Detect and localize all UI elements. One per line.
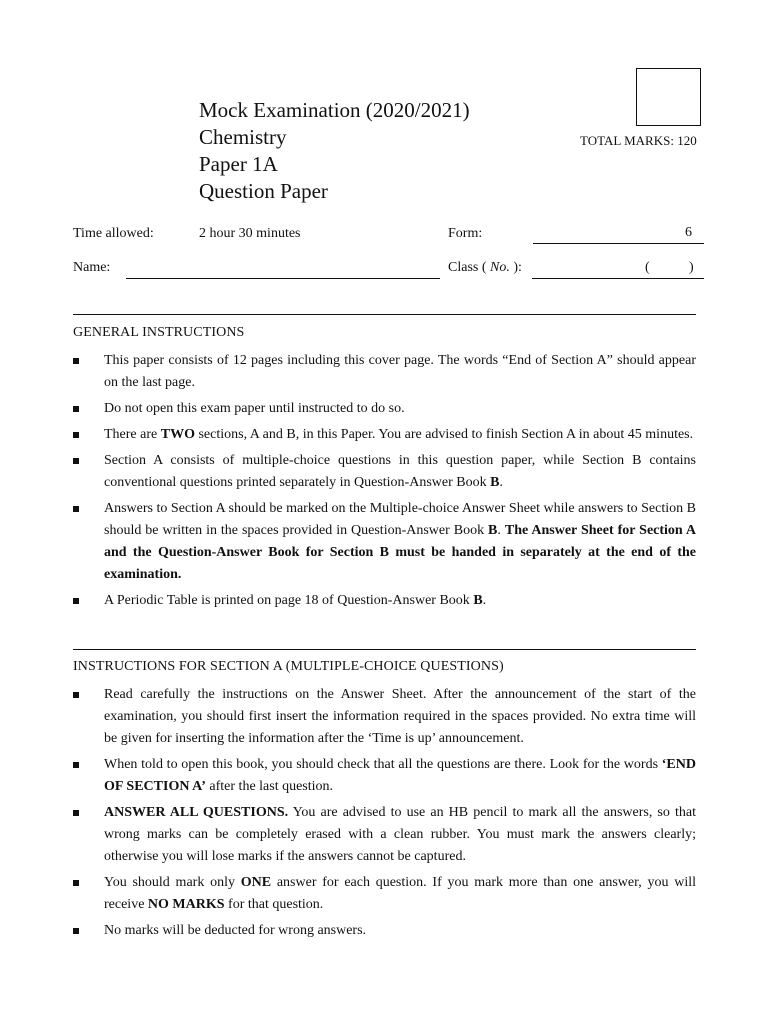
time-allowed-label: Time allowed: bbox=[73, 226, 154, 241]
instruction-item: You should mark only ONE answer for each question. If you mark more than one answer, you will receive NO MARKS for that question. bbox=[73, 872, 696, 916]
bullet-icon bbox=[73, 810, 79, 816]
bullet-icon bbox=[73, 358, 79, 364]
instruction-item: Do not open this exam paper until instructed to do so. bbox=[73, 398, 696, 420]
class-label: Class ( No. ): bbox=[448, 260, 522, 275]
name-label: Name: bbox=[73, 260, 111, 275]
total-marks: TOTAL MARKS: 120 bbox=[580, 133, 697, 148]
bullet-icon bbox=[73, 506, 79, 512]
instruction-item: ANSWER ALL QUESTIONS. You are advised to use an HB pencil to mark all the answers, so that wrong marks can be completely erased with a clean rubber. You must mark the answers clearly; otherwise you will lose marks if the answers cannot be captured. bbox=[73, 802, 696, 868]
bullet-icon bbox=[73, 928, 79, 934]
bullet-icon bbox=[73, 432, 79, 438]
form-label: Form: bbox=[448, 226, 483, 241]
instruction-item: Section A consists of multiple-choice questions in this question paper, while Section B contains conventional questions printed separately in Question-Answer Book B. bbox=[73, 450, 696, 494]
instruction-item: A Periodic Table is printed on page 18 of Question-Answer Book B. bbox=[73, 590, 696, 612]
bullet-icon bbox=[73, 692, 79, 698]
section-a-instructions-list bbox=[73, 684, 696, 942]
instruction-item: When told to open this book, you should check that all the questions are there. Look for the words ‘END OF SECTION A’ after the last question. bbox=[73, 754, 696, 798]
time-allowed-value: 2 hour 30 minutes bbox=[199, 226, 301, 241]
bullet-icon bbox=[73, 880, 79, 886]
bullet-icon bbox=[73, 458, 79, 464]
document-title: Question Paper bbox=[199, 179, 328, 203]
paper-title: Paper 1A bbox=[199, 152, 278, 176]
instruction-item: This paper consists of 12 pages including this cover page. The words “End of Section A” should appear on the last page. bbox=[73, 350, 696, 394]
general-instructions-heading: GENERAL INSTRUCTIONS bbox=[73, 325, 245, 340]
exam-title: Mock Examination (2020/2021) bbox=[199, 98, 470, 122]
class-number-paren-open: ( bbox=[645, 260, 650, 275]
form-field[interactable] bbox=[533, 243, 704, 244]
class-number-paren-close: ) bbox=[689, 260, 694, 275]
divider bbox=[73, 649, 696, 650]
general-instructions-list bbox=[73, 350, 696, 612]
form-value: 6 bbox=[685, 225, 692, 240]
bullet-icon bbox=[73, 406, 79, 412]
instruction-item: Read carefully the instructions on the Answer Sheet. After the announcement of the start of the examination, you should first insert the information required in the spaces provided. No extra time will be given for inserting the information after the ‘Time is up’ announcement. bbox=[73, 684, 696, 750]
subject-title: Chemistry bbox=[199, 125, 287, 149]
divider bbox=[73, 314, 696, 315]
name-field[interactable] bbox=[126, 278, 440, 279]
section-a-instructions-heading: INSTRUCTIONS FOR SECTION A (MULTIPLE-CHOICE QUESTIONS) bbox=[73, 659, 504, 674]
marks-box[interactable] bbox=[636, 68, 701, 126]
bullet-icon bbox=[73, 598, 79, 604]
instruction-item: Answers to Section A should be marked on the Multiple-choice Answer Sheet while answers to Section B should be written in the spaces provided in Question-Answer Book B. The Answer Sheet for Section A and the Question-Answer Book for Section B must be handed in separately at the end of the examination. bbox=[73, 498, 696, 586]
instruction-item: There are TWO sections, A and B, in this Paper. You are advised to finish Section A in about 45 minutes. bbox=[73, 424, 696, 446]
instruction-item: No marks will be deducted for wrong answers. bbox=[73, 920, 696, 942]
class-field[interactable] bbox=[532, 278, 704, 279]
bullet-icon bbox=[73, 762, 79, 768]
